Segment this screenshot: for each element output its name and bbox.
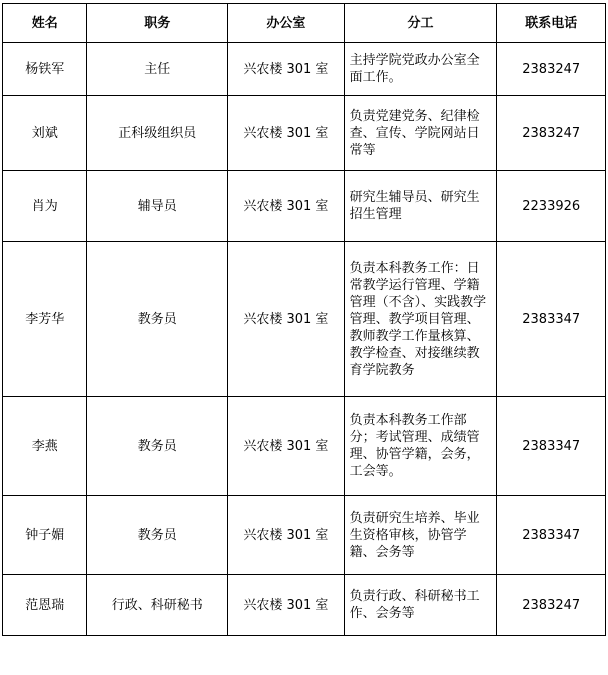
cell-phone: 2383347 xyxy=(497,242,606,397)
document-page xyxy=(0,3,608,675)
table-row xyxy=(3,43,606,96)
cell-duty: 负责本科教务工作部分；考试管理、成绩管理、协管学籍，会务，工会等。 xyxy=(344,397,497,496)
cell-office: 兴农楼 301 室 xyxy=(228,171,345,242)
cell-title: 行政、科研秘书 xyxy=(87,575,228,636)
cell-office: 兴农楼 301 室 xyxy=(228,96,345,171)
cell-title: 教务员 xyxy=(87,242,228,397)
table-header-row xyxy=(3,4,606,43)
table-row xyxy=(3,96,606,171)
cell-office: 兴农楼 301 室 xyxy=(228,43,345,96)
cell-name: 杨铁军 xyxy=(3,43,87,96)
table-row xyxy=(3,496,606,575)
column-header-duty: 分工 xyxy=(344,4,497,43)
cell-office: 兴农楼 301 室 xyxy=(228,397,345,496)
cell-phone: 2383347 xyxy=(497,397,606,496)
cell-office: 兴农楼 301 室 xyxy=(228,242,345,397)
cell-name: 范恩瑞 xyxy=(3,575,87,636)
cell-office: 兴农楼 301 室 xyxy=(228,496,345,575)
column-header-name: 姓名 xyxy=(3,4,87,43)
cell-name: 钟子媚 xyxy=(3,496,87,575)
cell-office: 兴农楼 301 室 xyxy=(228,575,345,636)
cell-phone: 2383247 xyxy=(497,43,606,96)
cell-title: 主任 xyxy=(87,43,228,96)
table-row xyxy=(3,242,606,397)
cell-duty: 负责本科教务工作：日常教学运行管理、学籍管理（不含）、实践教学管理、教学项目管理、教师教学工作量核算、教学检查、对接继续教育学院教务 xyxy=(344,242,497,397)
cell-phone: 2383247 xyxy=(497,575,606,636)
cell-duty: 负责行政、科研秘书工作、会务等 xyxy=(344,575,497,636)
cell-title: 教务员 xyxy=(87,397,228,496)
cell-name: 李芳华 xyxy=(3,242,87,397)
table-row xyxy=(3,575,606,636)
table-row xyxy=(3,397,606,496)
cell-name: 肖为 xyxy=(3,171,87,242)
cell-phone: 2383347 xyxy=(497,496,606,575)
staff-directory-table xyxy=(2,3,606,636)
column-header-title: 职务 xyxy=(87,4,228,43)
cell-duty: 负责研究生培养、毕业生资格审核，协管学籍、会务等 xyxy=(344,496,497,575)
cell-title: 辅导员 xyxy=(87,171,228,242)
cell-title: 正科级组织员 xyxy=(87,96,228,171)
cell-duty: 主持学院党政办公室全面工作。 xyxy=(344,43,497,96)
cell-phone: 2233926 xyxy=(497,171,606,242)
column-header-phone: 联系电话 xyxy=(497,4,606,43)
cell-name: 刘斌 xyxy=(3,96,87,171)
column-header-office: 办公室 xyxy=(228,4,345,43)
cell-title: 教务员 xyxy=(87,496,228,575)
cell-duty: 负责党建党务、纪律检查、宣传、学院网站日常等 xyxy=(344,96,497,171)
cell-duty: 研究生辅导员、研究生招生管理 xyxy=(344,171,497,242)
cell-phone: 2383247 xyxy=(497,96,606,171)
table-row xyxy=(3,171,606,242)
cell-name: 李燕 xyxy=(3,397,87,496)
